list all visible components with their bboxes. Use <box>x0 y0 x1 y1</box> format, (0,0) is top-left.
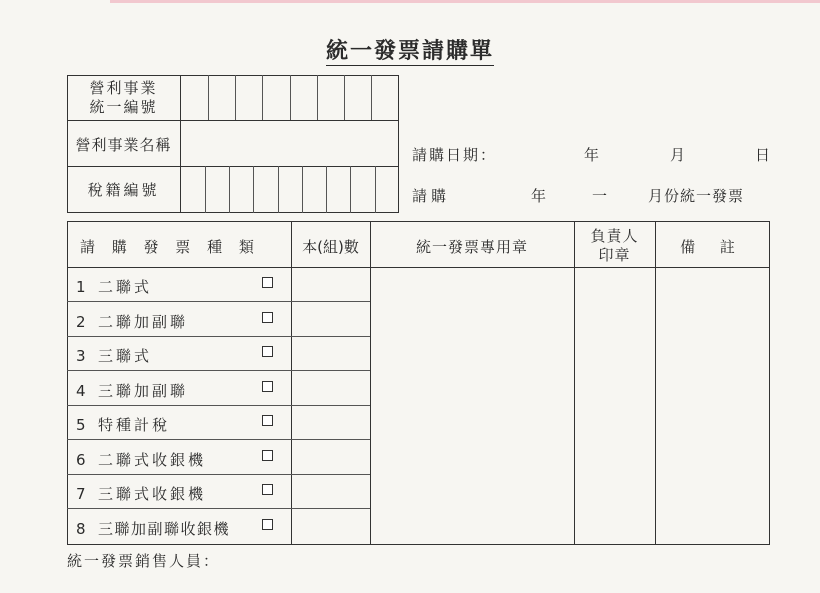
column-divider <box>574 221 575 545</box>
form-title-text: 統一發票請購單 <box>325 38 494 64</box>
digit-cell-divider <box>253 166 254 213</box>
digit-cell-divider <box>317 75 318 120</box>
row-number: 5 <box>76 416 86 434</box>
row-number: 3 <box>76 347 86 365</box>
grid-divider <box>180 75 181 213</box>
period-dash: 一 <box>592 187 610 205</box>
digit-cell-divider <box>375 166 376 213</box>
list-item <box>76 276 152 297</box>
header-notes: 備 註 <box>680 238 745 256</box>
row-number: 7 <box>76 485 86 503</box>
row-label: 二聯式 <box>98 278 153 296</box>
column-divider <box>655 221 656 545</box>
date-day-label: 日 <box>755 146 773 164</box>
row-number: 2 <box>76 313 86 331</box>
row-divider <box>67 370 370 371</box>
business-id-label-line2: 統一編號 <box>89 98 158 116</box>
header-responsible-seal <box>574 227 655 265</box>
invoice-type-checkbox[interactable] <box>262 415 273 426</box>
digit-cell-divider <box>326 166 327 213</box>
digit-cell-divider <box>205 166 206 213</box>
salesperson-label: 統一發票銷售人員： <box>67 552 221 570</box>
month-invoice-label: 月份統一發票 <box>648 187 745 205</box>
digit-cell-divider <box>278 166 279 213</box>
invoice-type-checkbox[interactable] <box>262 519 273 530</box>
row-label: 三聯式 <box>98 347 153 365</box>
row-divider <box>67 439 370 440</box>
row-label: 二聯式收銀機 <box>98 451 207 469</box>
digit-cell-divider <box>262 75 263 120</box>
header-responsible-line1: 負責人 <box>590 227 639 245</box>
header-count: 本(組)數 <box>302 238 359 256</box>
row-number: 4 <box>76 382 86 400</box>
list-item <box>76 483 206 504</box>
grid-divider <box>67 120 399 121</box>
row-number: 6 <box>76 451 86 469</box>
invoice-type-checkbox[interactable] <box>262 312 273 323</box>
row-label: 二聯加副聯 <box>98 313 189 331</box>
row-label: 三聯加副聯收銀機 <box>98 520 231 538</box>
row-number: 8 <box>76 520 86 538</box>
digit-cell-divider <box>302 166 303 213</box>
list-item <box>76 518 230 539</box>
row-number: 1 <box>76 278 86 296</box>
top-edge-stripe <box>110 0 820 3</box>
list-item <box>76 345 152 366</box>
invoice-type-checkbox[interactable] <box>262 484 273 495</box>
row-divider <box>67 474 370 475</box>
row-divider <box>67 405 370 406</box>
list-item <box>76 311 188 332</box>
list-item <box>76 380 188 401</box>
list-item <box>76 449 206 470</box>
row-divider <box>67 508 370 509</box>
digit-cell-divider <box>229 166 230 213</box>
column-divider <box>291 221 292 545</box>
business-id-label-line1: 營利事業 <box>89 79 158 97</box>
row-divider <box>67 336 370 337</box>
digit-cell-divider <box>235 75 236 120</box>
header-divider <box>67 267 770 268</box>
form-title <box>0 34 820 65</box>
digit-cell-divider <box>344 75 345 120</box>
header-seal: 統一發票專用章 <box>415 238 528 256</box>
request-date-label: 請購日期： <box>412 146 498 164</box>
row-label: 三聯加副聯 <box>98 382 189 400</box>
invoice-type-checkbox[interactable] <box>262 346 273 357</box>
invoice-type-checkbox[interactable] <box>262 381 273 392</box>
column-divider <box>370 221 371 545</box>
request-period-label: 請購 <box>412 187 451 205</box>
row-label: 特種計稅 <box>98 416 171 434</box>
list-item <box>76 414 170 435</box>
invoice-type-checkbox[interactable] <box>262 450 273 461</box>
digit-cell-divider <box>208 75 209 120</box>
digit-cell-divider <box>290 75 291 120</box>
row-divider <box>67 301 370 302</box>
digit-cell-divider <box>371 75 372 120</box>
date-month-label: 月 <box>670 146 688 164</box>
header-responsible-line2: 印章 <box>598 246 631 264</box>
tax-id-label: 稅籍編號 <box>87 181 160 199</box>
date-year-label: 年 <box>584 146 602 164</box>
period-year-label: 年 <box>531 187 549 205</box>
business-id-label <box>67 79 180 117</box>
header-invoice-type: 請 購 發 票 種 類 <box>80 238 260 256</box>
business-name-label: 營利事業名稱 <box>75 136 172 154</box>
digit-cell-divider <box>350 166 351 213</box>
invoice-type-checkbox[interactable] <box>262 277 273 288</box>
row-label: 三聯式收銀機 <box>98 485 207 503</box>
